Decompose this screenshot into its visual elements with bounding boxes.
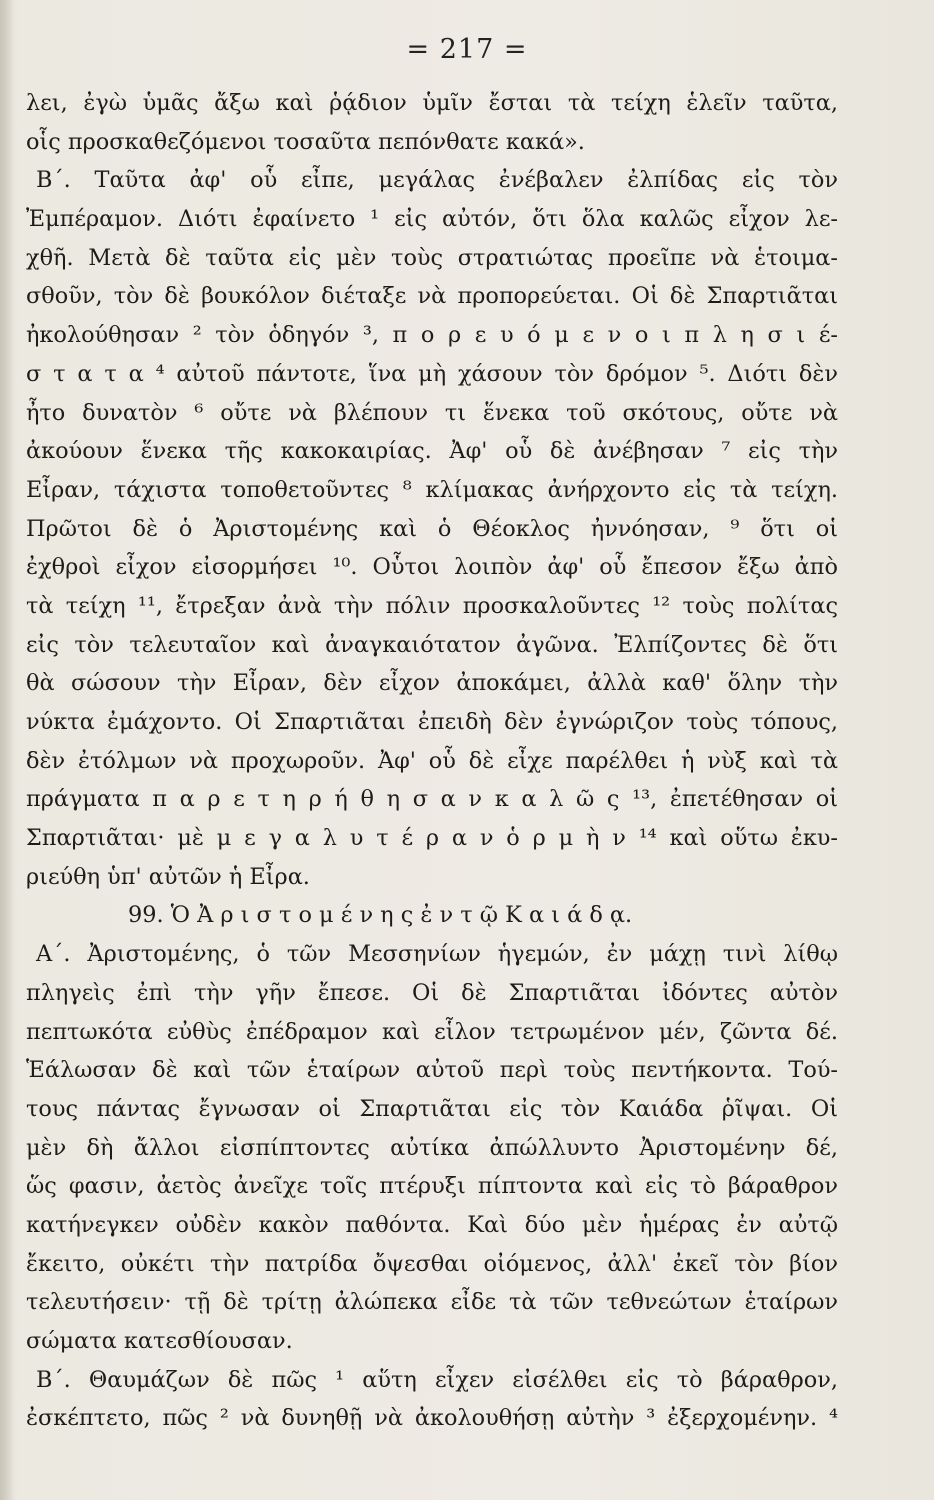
spine-shadow	[0, 0, 14, 1500]
text-line: οἷς προσκαθεζόμενοι τοσαῦτα πεπόνθατε κακά».	[26, 128, 585, 155]
text-line: εἰς τὸν τελευταῖον καὶ ἀναγκαιότατον ἀγῶνα. Ἐλπίζοντες δὲ ὅτι	[26, 631, 838, 658]
text-line: σώματα κατεσθίουσαν.	[26, 1328, 293, 1354]
text-line: μὲν δὴ ἄλλοι εἰσπίπτοντες αὐτίκα ἀπώλλυντο Ἀριστομένην δέ,	[26, 1134, 838, 1161]
text-line: κατήνεγκεν οὐδὲν κακὸν παθόντα. Καὶ δύο μὲν ἡμέρας ἐν αὐτῷ	[26, 1211, 838, 1238]
text-line: νύκτα ἐμάχοντο. Οἱ Σπαρτιᾶται ἐπειδὴ δὲν ἐγνώριζον τοὺς τόπους,	[26, 709, 838, 735]
text-line: ἦτο δυνατὸν ⁶ οὔτε νὰ βλέπουν τι ἕνεκα τοῦ σκότους, οὔτε νὰ	[26, 399, 838, 426]
text-line: Ἐμπέραμον. Διότι ἐφαίνετο ¹ εἰς αὐτόν, ὅτι ὅλα καλῶς εἶχον λε-	[26, 206, 838, 233]
page-text	[26, 84, 838, 1438]
text-line: Σπαρτιᾶται· μὲ μ ε γ α λ υ τ έ ρ α ν ὁ ρ μ ὴ ν ¹⁴ καὶ οὕτω ἐκυ-	[26, 825, 838, 852]
text-line: ἠκολούθησαν ² τὸν ὁδηγόν ³, π ο ρ ε υ ό μ ε ν ο ι π λ η σ ι έ-	[26, 322, 838, 349]
page-number: = 217 =	[406, 34, 528, 65]
text-line: ἐσκέπτετο, πῶς ² νὰ δυνηθῇ νὰ ἀκολουθήσῃ αὐτὴν ³ ἐξερχομένην. ⁴	[26, 1405, 838, 1432]
text-line: πληγεὶς ἐπὶ τὴν γῆν ἔπεσε. Οἱ δὲ Σπαρτιᾶται ἰδόντες αὐτὸν	[26, 979, 838, 1006]
text-line: τὰ τείχη ¹¹, ἔτρεξαν ἀνὰ τὴν πόλιν προσκαλοῦντες ¹² τοὺς πολίτας	[26, 592, 838, 619]
text-line: Εἶραν, τάχιστα τοποθετοῦντες ⁸ κλίμακας ἀνήρχοντο εἰς τὰ τείχη.	[26, 476, 838, 503]
paragraph-start-line: Α΄. Ἀριστομένης, ὁ τῶν Μεσσηνίων ἡγεμών, ἐν μάχῃ τινὶ λίθῳ	[36, 941, 838, 968]
text-line: θὰ σώσουν τὴν Εἶραν, δὲν εἶχον ἀποκάμει, ἀλλὰ καθ' ὅλην τὴν	[26, 670, 838, 697]
text-line: Πρῶτοι δὲ ὁ Ἀριστομένης καὶ ὁ Θέοκλος ἠννόησαν, ⁹ ὅτι οἱ	[26, 515, 838, 542]
text-line: ἀκούουν ἕνεκα τῆς κακοκαιρίας. Ἀφ' οὗ δὲ ἀνέβησαν ⁷ εἰς τὴν	[26, 438, 838, 465]
text-line: σ τ α τ α ⁴ αὐτοῦ πάντοτε, ἵνα μὴ χάσουν τὸν δρόμον ⁵. Διότι δὲν	[26, 360, 838, 387]
text-line: σθοῦν, τὸν δὲ βουκόλον διέταξε νὰ προπορεύεται. Οἱ δὲ Σπαρτιᾶται	[26, 283, 838, 310]
text-line: ὥς φασιν, ἀετὸς ἀνεῖχε τοῖς πτέρυξι πίπτοντα καὶ εἰς τὸ βάραθρον	[26, 1173, 838, 1200]
section-heading: 99. Ὁ Ἀ ρ ι σ τ ο μ έ ν η ς ἐ ν τ ῷ Κ α ι ά δ ᾳ.	[128, 902, 633, 929]
text-line: Ἑάλωσαν δὲ καὶ τῶν ἑταίρων αὐτοῦ περὶ τοὺς πεντήκοντα. Τού-	[26, 1057, 838, 1084]
text-line: πεπτωκότα εὐθὺς ἐπέδραμον καὶ εἷλον τετρωμένον μέν, ζῶντα δέ.	[26, 1018, 838, 1045]
text-line: δὲν ἐτόλμων νὰ προχωροῦν. Ἀφ' οὗ δὲ εἶχε παρέλθει ἡ νὺξ καὶ τὰ	[26, 747, 838, 774]
text-line: τελευτήσειν· τῇ δὲ τρίτῃ ἀλώπεκα εἶδε τὰ τῶν τεθνεώτων ἑταίρων	[26, 1289, 838, 1316]
text-line: πράγματα π α ρ ε τ η ρ ή θ η σ α ν κ α λ ῶ ς ¹³, ἐπετέθησαν οἱ	[26, 786, 838, 813]
text-line: ἐχθροὶ εἶχον εἰσορμήσει ¹⁰. Οὗτοι λοιπὸν ἀφ' οὗ ἔπεσον ἔξω ἀπὸ	[26, 554, 838, 581]
text-line: λει, ἐγὼ ὑμᾶς ἄξω καὶ ῥᾴδιον ὑμῖν ἔσται τὰ τείχη ἑλεῖν ταῦτα,	[26, 90, 838, 116]
text-line: τους πάντας ἔγνωσαν οἱ Σπαρτιᾶται εἰς τὸν Καιάδα ῥῖψαι. Οἱ	[26, 1095, 838, 1122]
paragraph-start-line: Β΄. Ταῦτα ἀφ' οὗ εἶπε, μεγάλας ἐνέβαλεν ἐλπίδας εἰς τὸν	[36, 167, 838, 194]
text-line: ἔκειτο, οὐκέτι τὴν πατρίδα ὄψεσθαι οἰόμενος, ἀλλ' ἐκεῖ τὸν βίον	[26, 1250, 838, 1277]
paragraph-start-line: Β΄. Θαυμάζων δὲ πῶς ¹ αὕτη εἶχεν εἰσέλθει εἰς τὸ βάραθρον,	[36, 1366, 838, 1393]
text-line: χθῆ. Μετὰ δὲ ταῦτα εἰς μὲν τοὺς στρατιώτας προεῖπε νὰ ἑτοιμα-	[26, 244, 838, 271]
text-line: ριεύθη ὑπ' αὐτῶν ἡ Εἶρα.	[26, 863, 310, 890]
